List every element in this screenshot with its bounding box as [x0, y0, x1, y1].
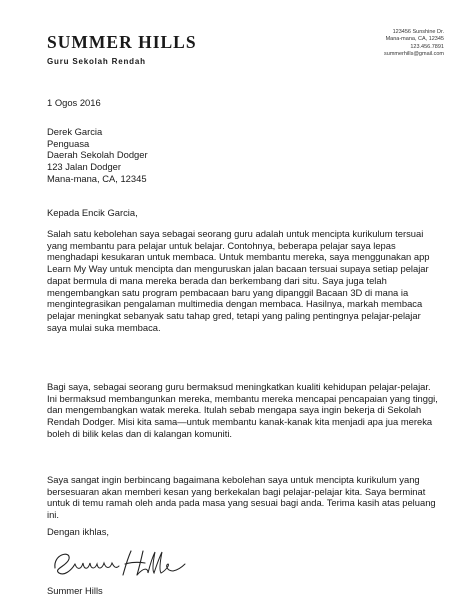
- letter-date: 1 Ogos 2016: [47, 97, 101, 108]
- sender-name: SUMMER HILLS: [47, 32, 197, 52]
- recipient-street: 123 Jalan Dodger: [47, 161, 122, 173]
- contact-address: 123456 Sunshine Dr.: [392, 29, 444, 35]
- contact-phone: 123.456.7891: [410, 43, 444, 50]
- closing: Dengan ikhlas,: [47, 526, 110, 537]
- contact-block: [384, 29, 444, 59]
- sender-role: Guru Sekolah Rendah: [47, 57, 146, 66]
- salutation: Kepada Encik Garcia,: [47, 207, 138, 218]
- body-paragraph-2: Bagi saya, sebagai seorang guru bermaksud meningkatkan kualiti kehidupan pelajar-pelajar. Ini bermaksud membangunkan mereka, membantu mereka mencapai pencapaian yang tinggi, dan mengembangkan watak mereka. Itulah sebab mengapa saya ingin bekerja di Sekolah Rendah Dodger. Misi kita sama—untuk membantu kanak-kanak kita menjadi apa jua mereka boleh di bilik kelas dan di kalangan komuniti.: [47, 381, 438, 439]
- recipient-name: Derek Garcia: [47, 126, 103, 137]
- body-paragraph-3: Saya sangat ingin berbincang bagaimana kebolehan saya untuk mencipta kurikulum yang bersesuaran akan memberi kesan yang berkekalan bagi pelajar-pelajar kita. Saya berminat untuk di temu ramah oleh anda pada masa yang sesuai bagi anda. Terima kasih atas peluang ini.: [47, 474, 436, 521]
- contact-email[interactable]: summerhills@gmail.com: [384, 51, 444, 58]
- handwritten-signature: [49, 544, 189, 580]
- recipient-organization: Daerah Sekolah Dodger: [47, 149, 148, 161]
- recipient-title: Penguasa: [47, 137, 90, 149]
- contact-city: Mana-mana, CA, 12345: [385, 36, 444, 43]
- recipient-block: [47, 126, 443, 185]
- recipient-city: Mana-mana, CA, 12345: [47, 172, 147, 184]
- body-paragraph-1: Salah satu kebolehan saya sebagai seorang guru adalah untuk mencipta kurikulum tersuai yang membantu para pelajar untuk belajar. Contohnya, beberapa pelajar saya lepas menghadapi kesukaran untuk membaca. Untuk membantu mereka, saya menggunakan app Learn My Way untuk mencipta dan menguruskan jalan bacaan tersuai supaya setiap pelajar dapat bermula di mana mereka berada dan berkembang dari situ. Saya juga telah mengembangkan satu program pembacaan baru yang dipanggil Bacaan 3D di mana ia mengintegrasikan pengalaman multimedia dengan membaca. Hasilnya, markah membaca pelajar meningkat sebanyak satu tahap gred, tetapi yang paling pentingnya pelajar-pelajar saya mulai suka membaca.: [47, 228, 430, 333]
- typed-sender-name: Summer Hills: [47, 585, 103, 596]
